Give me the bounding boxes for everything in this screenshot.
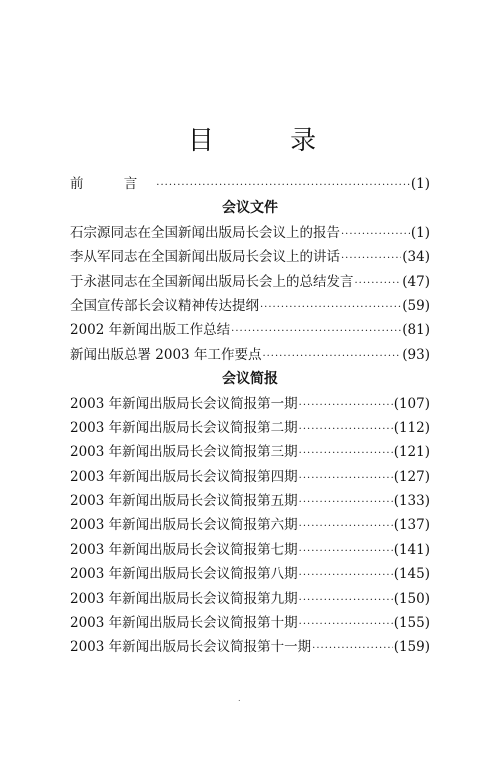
toc-page-number: (121) [393, 444, 430, 461]
toc-entry-label: 新闻出版总署 2003 年工作要点 [70, 346, 262, 363]
dot-leader [299, 613, 393, 637]
toc-entry-label: 2003 年新闻出版局长会议简报第七期 [70, 541, 298, 558]
toc-entry-label: 2003 年新闻出版局长会议简报第九期 [70, 590, 298, 607]
dot-leader [299, 564, 393, 588]
toc-entry-label: 石宗源同志在全国新闻出版局长会议上的报告 [70, 224, 340, 241]
toc-entry[interactable] [70, 440, 430, 464]
toc-page-number: (112) [393, 419, 430, 436]
toc-entry[interactable] [70, 635, 430, 659]
dot-leader [299, 394, 393, 418]
section-heading-meeting-documents: 会议文件 [222, 200, 278, 217]
dot-leader [156, 174, 410, 198]
dot-leader [299, 442, 393, 466]
dot-leader [231, 320, 401, 344]
toc-entry-label: 前 言 [70, 176, 156, 192]
toc-page-number: (141) [393, 541, 430, 558]
toc-page-number: (137) [393, 517, 430, 534]
section-0-entries [70, 221, 430, 367]
toc-entry[interactable] [70, 294, 430, 318]
dot-leader [341, 223, 410, 247]
toc-entry-label: 2002 年新闻出版工作总结 [70, 322, 231, 339]
toc-entry[interactable] [70, 587, 430, 611]
section-1-entries [70, 392, 430, 660]
toc-entry-label: 2003 年新闻出版局长会议简报第四期 [70, 468, 298, 485]
section-heading-meeting-bulletins: 会议简报 [222, 371, 278, 388]
toc-entry[interactable] [70, 270, 430, 294]
toc-page-number: (155) [393, 615, 430, 632]
toc-entry[interactable] [70, 562, 430, 586]
toc-page-number: (145) [393, 566, 430, 583]
toc-entry-label: 2003 年新闻出版局长会议简报第一期 [70, 395, 298, 412]
toc-page-number: (127) [393, 468, 430, 485]
toc-entry-label: 2003 年新闻出版局长会议简报第八期 [70, 566, 298, 583]
toc-entry[interactable] [70, 611, 430, 635]
dot-leader [341, 247, 401, 271]
dot-leader [299, 515, 393, 539]
toc-entry-label: 2003 年新闻出版局长会议简报第三期 [70, 444, 298, 461]
footer-mark: . [238, 694, 241, 703]
dot-leader [262, 345, 401, 369]
dot-leader [299, 467, 393, 491]
toc-entry-label: 2003 年新闻出版局长会议简报第十一期 [70, 639, 312, 656]
toc-page-number: (93) [402, 346, 430, 363]
toc-entry[interactable] [70, 392, 430, 416]
dot-leader [312, 637, 393, 661]
toc-page-number: (47) [402, 273, 430, 290]
table-of-contents [70, 172, 430, 660]
dot-leader [299, 589, 393, 613]
dot-leader [260, 296, 401, 320]
toc-entry[interactable] [70, 538, 430, 562]
dot-leader [355, 272, 402, 296]
toc-page-number: (107) [393, 395, 430, 412]
toc-entry[interactable] [70, 245, 430, 269]
toc-entry[interactable] [70, 343, 430, 367]
toc-entry[interactable] [70, 489, 430, 513]
page-title: 目 录 [187, 126, 351, 156]
toc-entry[interactable] [70, 416, 430, 440]
toc-page-number: (159) [393, 639, 430, 656]
dot-leader [299, 418, 393, 442]
toc-entry-label: 2003 年新闻出版局长会议简报第五期 [70, 493, 298, 510]
toc-entry-preface[interactable] [70, 172, 430, 196]
dot-leader [299, 540, 393, 564]
toc-entry-label: 全国宣传部长会议精神传达提纲 [70, 297, 259, 314]
toc-entry-label: 2003 年新闻出版局长会议简报第六期 [70, 517, 298, 534]
toc-entry[interactable] [70, 318, 430, 342]
toc-entry[interactable] [70, 465, 430, 489]
dot-leader [299, 491, 393, 515]
toc-page-number: (1) [410, 176, 430, 192]
toc-page-number: (1) [410, 224, 430, 241]
toc-entry[interactable] [70, 221, 430, 245]
toc-page-number: (133) [393, 493, 430, 510]
toc-entry-label: 2003 年新闻出版局长会议简报第十期 [70, 615, 298, 632]
toc-page-number: (150) [393, 590, 430, 607]
toc-entry-label: 于永湛同志在全国新闻出版局长会上的总结发言 [70, 273, 354, 290]
toc-page-number: (59) [402, 297, 430, 314]
toc-entry-label: 李从军同志在全国新闻出版局长会议上的讲话 [70, 249, 340, 266]
toc-entry[interactable] [70, 513, 430, 537]
toc-page-number: (34) [402, 249, 430, 266]
toc-entry-label: 2003 年新闻出版局长会议简报第二期 [70, 419, 298, 436]
toc-page-number: (81) [402, 322, 430, 339]
